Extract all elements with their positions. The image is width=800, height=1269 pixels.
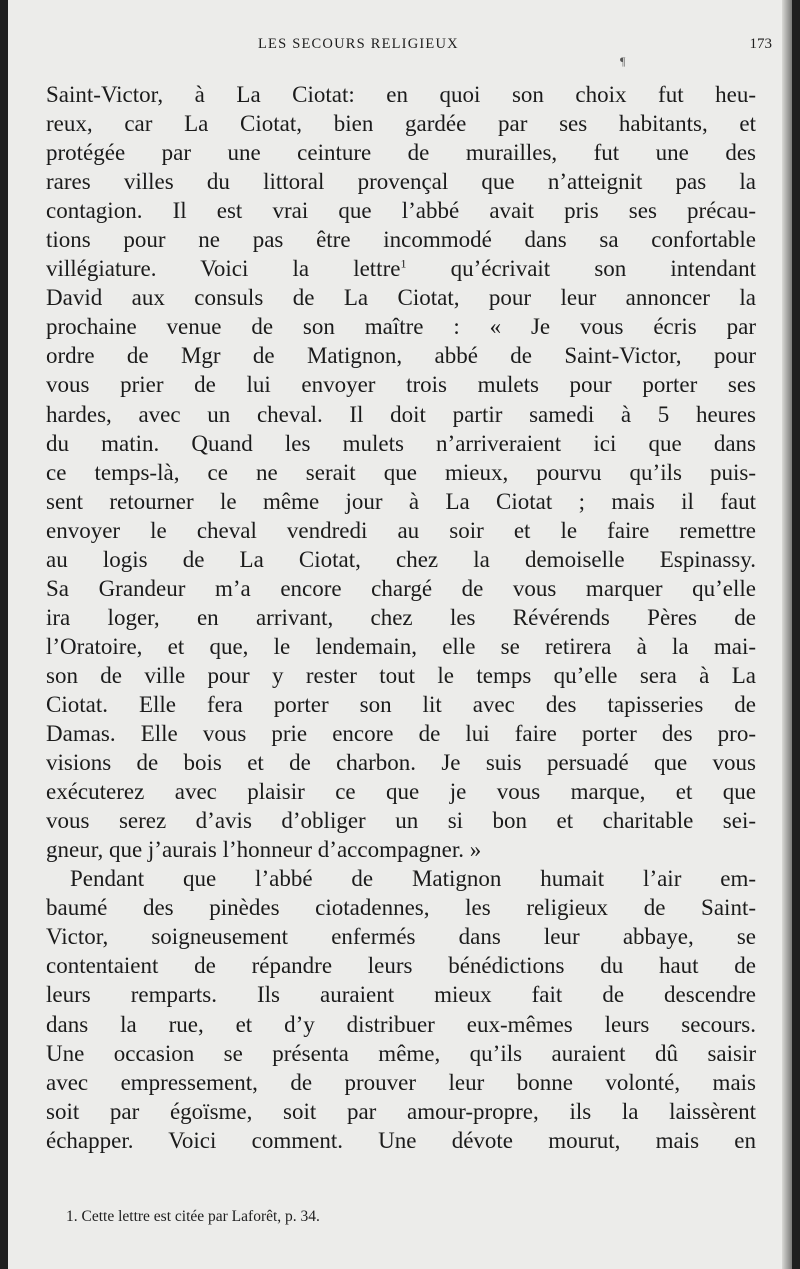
text-segment: villégiature. Voici la lettre [46, 256, 401, 282]
page-number: 173 [749, 36, 772, 52]
text-line: soit par égoïsme, soit par amour-propre, ils la laissèrent [46, 1098, 756, 1124]
text-line: échapper. Voici comment. Une dévote mourut, mais en [46, 1127, 756, 1153]
text-line: hardes, avec un cheval. Il doit partir samedi à 5 heures [46, 401, 756, 427]
text-line: vous serez d’avis d’obliger un si bon et charitable sei- [46, 808, 756, 834]
text-line: Saint-Victor, à La Ciotat: en quoi son choix fut heu- [46, 82, 756, 107]
text-line: contentaient de répandre leurs bénédictions du haut de [46, 953, 756, 979]
text-line: du matin. Quand les mulets n’arriveraient ici que dans [46, 430, 756, 456]
footnote-reference: 1 [400, 256, 407, 271]
text-line: exécuterez avec plaisir ce que je vous marque, et que [46, 779, 756, 805]
text-line: leurs remparts. Ils auraient mieux fait de descendre [46, 982, 756, 1008]
book-page [8, 0, 792, 1269]
footnote: 1. Cette lettre est citée par Laforêt, p. 34. [66, 1208, 320, 1225]
text-line: protégée par une ceinture de murailles, fut une des [46, 140, 756, 166]
text-line: ordre de Mgr de Matignon, abbé de Saint-Victor, pour [46, 343, 756, 369]
text-segment: qu’écrivait son intendant [406, 256, 756, 282]
page-edge-shadow [782, 0, 792, 1269]
text-line: rares villes du littoral provençal que n’atteignit pas la [46, 169, 756, 195]
text-line: visions de bois et de charbon. Je suis persuadé que vous [46, 750, 756, 776]
text-line: reux, car La Ciotat, bien gardée par ses habitants, et [46, 111, 756, 137]
text-line: envoyer le cheval vendredi au soir et le faire remettre [46, 517, 756, 543]
text-line: dans la rue, et d’y distribuer eux-mêmes leurs secours. [46, 1011, 756, 1037]
text-line: sent retourner le même jour à La Ciotat ; mais il faut [46, 488, 756, 514]
print-speck: ¶ [620, 54, 626, 68]
text-line: baumé des pinèdes ciotadennes, les religieux de Saint- [46, 895, 756, 921]
text-line: prochaine venue de son maître : « Je vous écris par [46, 314, 756, 340]
paragraph-first-line: Pendant que l’abbé de Matignon humait l’air em- [70, 866, 756, 892]
text-line: Une occasion se présenta même, qu’ils auraient dû saisir [46, 1040, 756, 1066]
text-line: ce temps-là, ce ne serait que mieux, pourvu qu’ils puis- [46, 459, 756, 485]
text-line: avec empressement, de prouver leur bonne volonté, mais [46, 1069, 756, 1095]
page-header [8, 36, 792, 68]
text-line: Sa Grandeur m’a encore chargé de vous marquer qu’elle [46, 575, 756, 601]
text-line: tions pour ne pas être incommodé dans sa confortable [46, 227, 756, 253]
text-line: Victor, soigneusement enfermés dans leur abbaye, se [46, 924, 756, 950]
text-line: gneur, que j’aurais l’honneur d’accompagner. » [46, 837, 482, 863]
text-line: au logis de La Ciotat, chez la demoiselle Espinassy. [46, 546, 756, 572]
text-line: Ciotat. Elle fera porter son lit avec des tapisseries de [46, 691, 756, 717]
text-line: Damas. Elle vous prie encore de lui faire porter des pro- [46, 721, 756, 747]
text-line: David aux consuls de La Ciotat, pour leur annoncer la [46, 285, 756, 311]
text-line: l’Oratoire, et que, le lendemain, elle se retirera à la mai- [46, 633, 756, 659]
running-head: LES SECOURS RELIGIEUX [258, 36, 459, 52]
text-line: ira loger, en arrivant, chez les Révérends Pères de [46, 604, 756, 630]
body-text [46, 80, 756, 1155]
text-line: son de ville pour y rester tout le temps qu’elle sera à La [46, 662, 756, 688]
text-line-with-footnote [46, 254, 756, 283]
text-line: vous prier de lui envoyer trois mulets pour porter ses [46, 372, 756, 398]
text-line: contagion. Il est vrai que l’abbé avait pris ses précau- [46, 198, 756, 224]
